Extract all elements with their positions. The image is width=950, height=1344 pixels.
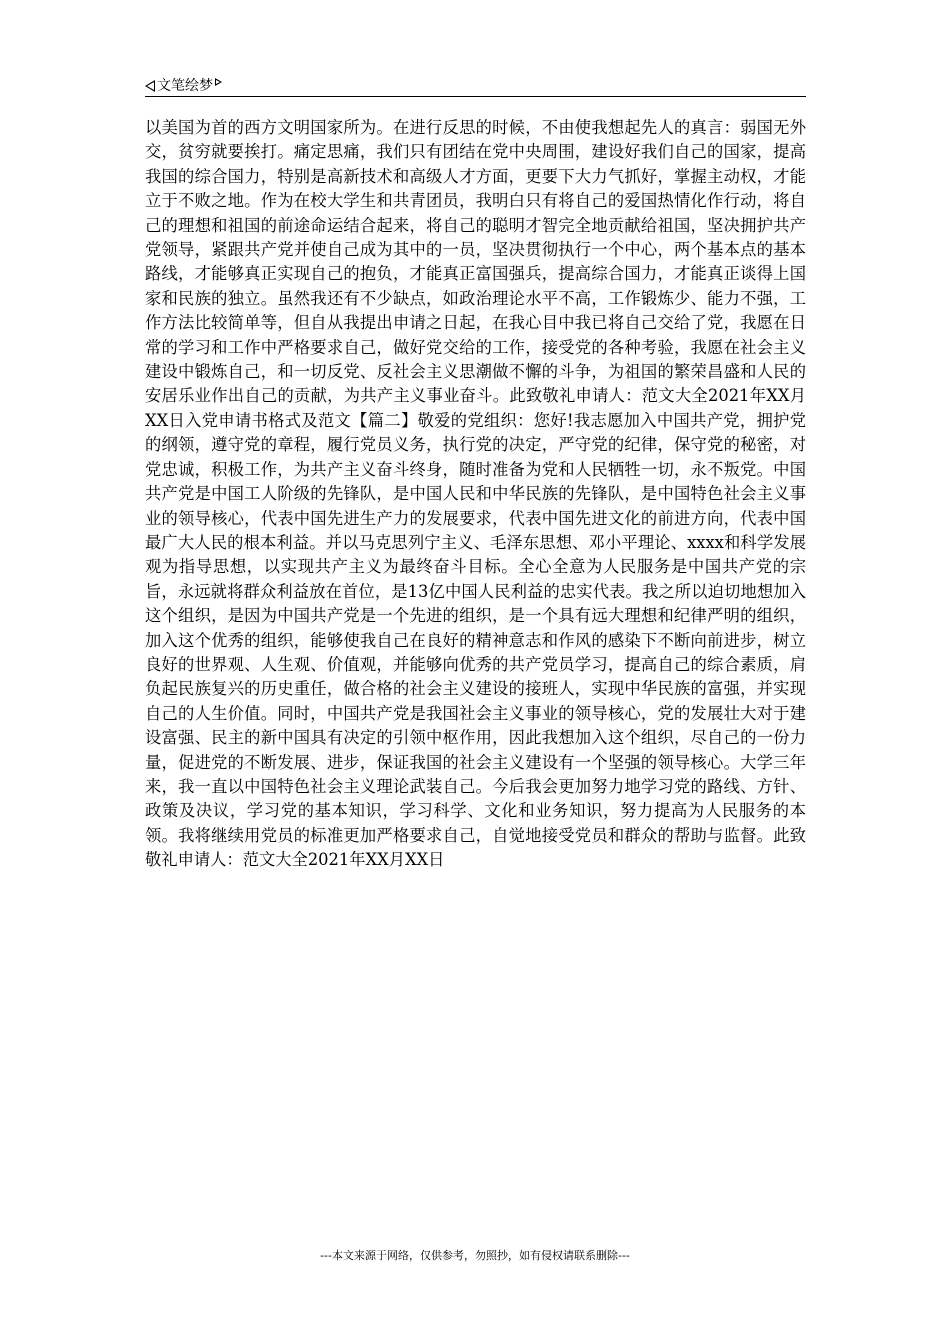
footer-disclaimer: ---本文来源于网络，仅供参考，勿照抄，如有侵权请联系删除--- [320,1249,630,1262]
triangle-right-icon [215,78,222,86]
document-body [145,116,806,873]
header-brand: 文笔绘梦 [157,78,213,94]
body-paragraph: 以美国为首的西方文明国家所为。在进行反思的时候，不由使我想起先人的真言：弱国无外交，贫穷就要挨打。痛定思痛，我们只有团结在党中央周围，建设好我们自己的国家，提高我国的综合国力，特别是高新技术和高级人才方面，更要下大力气抓好，掌握主动权，才能立于不败之地。作为在校大学生和共青团员，我明白只有将自己的爱国热情化作行动，将自己的理想和祖国的前途命运结合起来，将自己的聪明才智完全地贡献给祖国，坚决拥护共产党领导，紧跟共产党并使自己成为其中的一员，坚决贯彻执行一个中心，两个基本点的基本路线，才能够真正实现自己的抱负，才能真正富国强兵，提高综合国力，才能真正谈得上国家和民族的独立。虽然我还有不少缺点，如政治理论水平不高，工作锻炼少、能力不强，工作方法比较简单等，但自从我提出申请之日起，在我心目中我已将自己交给了党，我愿在日常的学习和工作中严格要求自己，做好党交给的工作，接受党的各种考验，我愿在社会主义建设中锻炼自己，和一切反党、反社会主义思潮做不懈的斗争，为祖国的繁荣昌盛和人民的安居乐业作出自己的贡献，为共产主义事业奋斗。此致敬礼申请人：范文大全2021年XX月XX日入党申请书格式及范文【篇二】敬爱的党组织：您好!我志愿加入中国共产党，拥护党的纲领，遵守党的章程，履行党员义务，执行党的决定，严守党的纪律，保守党的秘密，对党忠诚，积极工作，为共产主义奋斗终身，随时准备为党和人民牺牲一切，永不叛党。中国共产党是中国工人阶级的先锋队，是中国人民和中华民族的先锋队，是中国特色社会主义事业的领导核心，代表中国先进生产力的发展要求，代表中国先进文化的前进方向，代表中国最广大人民的根本利益。并以马克思列宁主义、毛泽东思想、邓小平理论、xxxx和科学发展观为指导思想，以实现共产主义为最终奋斗目标。全心全意为人民服务是中国共产党的宗旨，永远就将群众利益放在首位，是13亿中国人民利益的忠实代表。我之所以迫切地想加入这个组织，是因为中国共产党是一个先进的组织，是一个具有远大理想和纪律严明的组织，加入这个优秀的组织，能够使我自己在良好的精神意志和作风的感染下不断向前进步，树立良好的世界观、人生观、价值观，并能够向优秀的共产党员学习，提高自己的综合素质，肩负起民族复兴的历史重任，做合格的社会主义建设的接班人，实现中华民族的富强，并实现自己的人生价值。同时，中国共产党是我国社会主义事业的领导核心，党的发展壮大对于建设富强、民主的新中国具有决定的引领中枢作用，因此我想加入这个组织，尽自己的一份力量，促进党的不断发展、进步，保证我国的社会主义建设有一个坚强的领导核心。大学三年来，我一直以中国特色社会主义理论武装自己。今后我会更加努力地学习党的路线、方针、政策及决议，学习党的基本知识，学习科学、文化和业务知识，努力提高为人民服务的本领。我将继续用党员的标准更加严格要求自己，自觉地接受党员和群众的帮助与监督。此致敬礼申请人：范文大全2021年XX月XX日 [145,118,806,870]
triangle-left-icon [145,80,155,92]
page-header [145,76,806,97]
